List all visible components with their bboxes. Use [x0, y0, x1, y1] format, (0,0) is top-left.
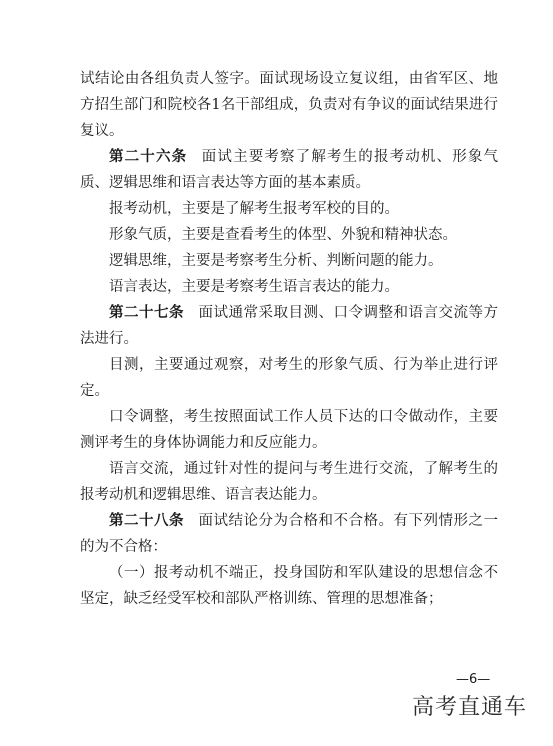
paragraph [80, 144, 498, 196]
paragraph [80, 456, 498, 508]
paragraph-text: 报考动机，主要是了解考生报考军校的目的。 [109, 201, 399, 217]
paragraph-text: 语言表达，主要是考察考生语言表达的能力。 [109, 279, 399, 295]
paragraph [80, 404, 498, 456]
paragraph [80, 352, 498, 404]
paragraph [80, 222, 498, 248]
paragraph [80, 66, 498, 144]
paragraph-text: 面试通常采取目测、口令调整和语言交流等方法进行。 [80, 305, 498, 347]
paragraph-text: 面试主要考察了解考生的报考动机、形象气质、逻辑思维和语言表达等方面的基本素质。 [80, 149, 499, 191]
paragraph-text: 逻辑思维，主要是考察考生分析、判断问题的能力。 [109, 253, 443, 269]
paragraph-text: （一）报考动机不端正，投身国防和军队建设的思想信念不坚定，缺乏经受军校和部队严格训练、管理的思想准备； [80, 565, 498, 607]
article-number: 第二十六条 [109, 148, 188, 165]
page-number: —6— [456, 672, 491, 687]
paragraph-text: 面试结论分为合格和不合格。有下列情形之一的为不合格： [80, 513, 498, 555]
paragraph-text: 目测，主要通过观察，对考生的形象气质、行为举止进行评定。 [80, 357, 498, 399]
paragraph-text: 口令调整，考生按照面试工作人员下达的口令做动作，主要测评考生的身体协调能力和反应能力。 [80, 409, 498, 451]
watermark-logo-text: 高考直通车 [412, 695, 528, 720]
article-number: 第二十七条 [109, 304, 184, 321]
article-number: 第二十八条 [109, 512, 184, 529]
paragraph [80, 508, 498, 560]
paragraph [80, 560, 498, 612]
paragraph-text: 试结论由各组负责人签字。面试现场设立复议组，由省军区、地方招生部门和院校各1名干部组成，负责对有争议的面试结果进行复议。 [80, 71, 498, 139]
document-body [80, 66, 498, 612]
paragraph-text: 语言交流，通过针对性的提问与考生进行交流，了解考生的报考动机和逻辑思维、语言表达能力。 [80, 461, 498, 503]
paragraph [80, 274, 498, 300]
paragraph [80, 248, 498, 274]
paragraph-text: 形象气质，主要是查看考生的体型、外貌和精神状态。 [109, 227, 457, 243]
paragraph [80, 300, 498, 352]
paragraph [80, 196, 498, 222]
